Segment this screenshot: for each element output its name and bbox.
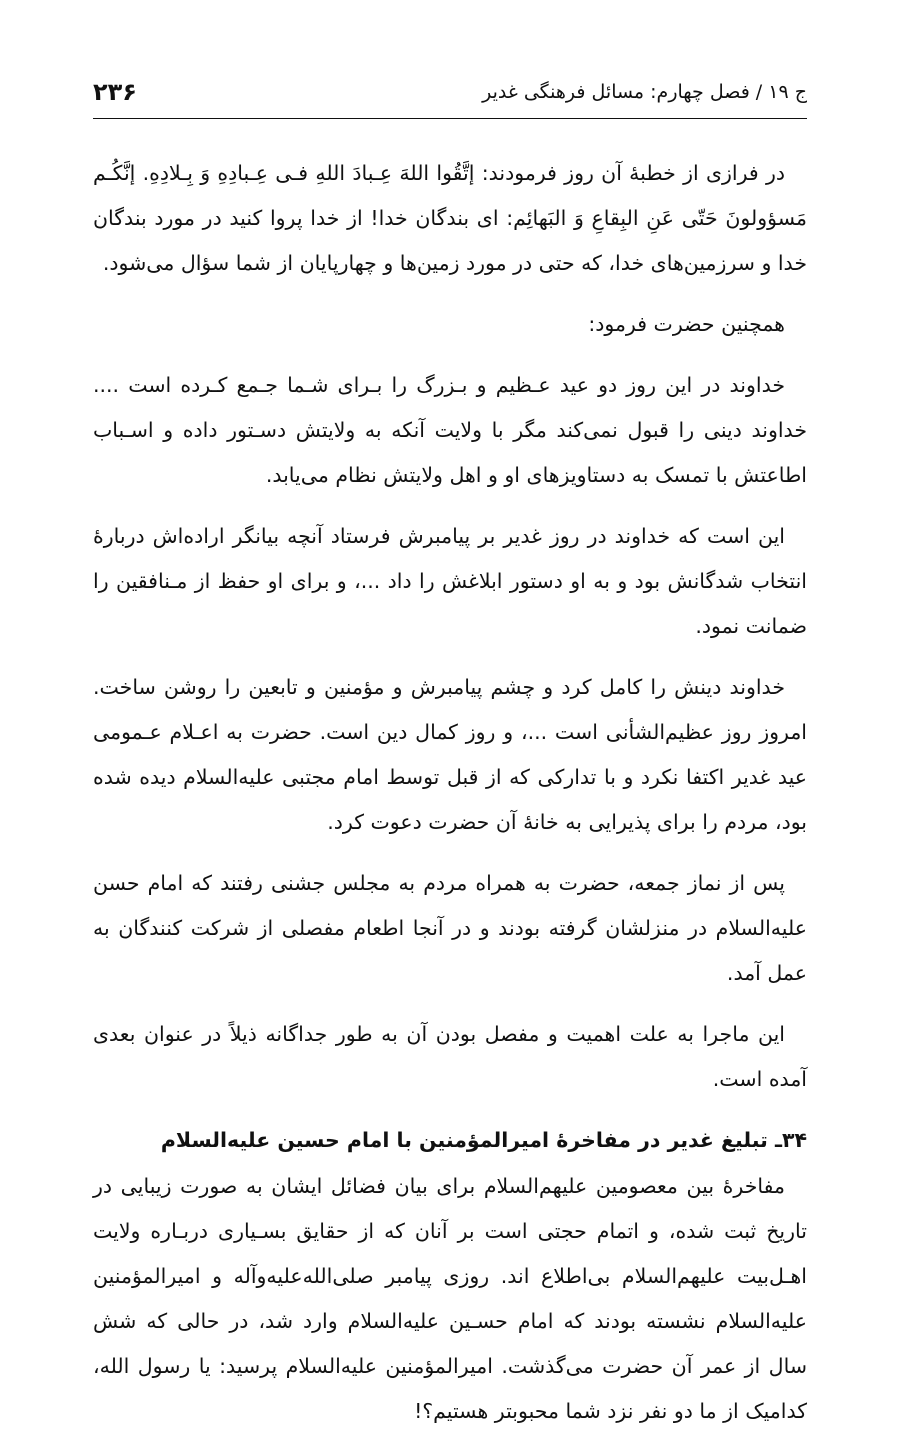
running-head: ج ۱۹ / فصل چهارم: مسائل فرهنگی غدیر	[482, 81, 807, 103]
paragraph-mufakhara: مفاخرهٔ بین معصومین علیهم‌السلام برای بیان فضائل ایشان به صورت زیبایی در تاریخ ثبت شده، و اتمام حجتی است بر آنان که از حقایق بسـیاری دربـاره ولایت اهـل‌بیت علیهم‌السلام بی‌اطلاع اند. روزی پیامبر صلی‌الله‌علیه‌وآله و امیرالمؤمنین علیه‌السلام نشسته بودند که امام حسـین علیه‌السلام وارد شد، در حالی که شش سال از عمر آن حضرت می‌گذشت. امیرالمؤمنین علیه‌السلام پرسید: یا رسول الله، کدامیک از ما دو نفر نزد شما محبوبتر هستیم؟!	[93, 1174, 807, 1423]
paragraph-after-friday-prayer: پس از نماز جمعه، حضرت به همراه مردم به مجلس جشنی رفتند که امام حسن علیه‌السلام در منزلشان گرفته بودند و در آنجا اطعام مفصلی از شرکت کنندگان به عمل آمد.	[93, 871, 807, 985]
paragraph-religion-perfected: خداوند دینش را کامل کرد و چشم پیامبرش و مؤمنین و تابعین را روشن ساخت. امروز روز عظیم‌الشأنی است ...، و روز کمال دین است. حضرت به اعـلام عـمومی عید غدیر اکتفا نکرد و با تدارکی که از قبل توسط امام مجتبی علیه‌السلام دیده شده بود، مردم را برای پذیرایی به خانهٔ آن حضرت دعوت کرد.	[93, 675, 807, 834]
page-number: ۲۳۶	[93, 78, 137, 106]
paragraph-next-title-note: این ماجرا به علت اهمیت و مفصل بودن آن به طور جداگانه ذیلاً در عنوان بعدی آمده است.	[93, 1022, 807, 1091]
body-text	[93, 151, 807, 1434]
page-header	[93, 62, 807, 119]
paragraph-revelation: این است که خداوند در روز غدیر بر پیامبرش فرستاد آنچه بیانگر اراده‌اش دربارهٔ انتخاب شدگانش بود و به او دستور ابلاغش را داد ...، و برای او حفظ از مـنافقین را ضمانت نمود.	[93, 524, 807, 638]
book-page	[93, 62, 807, 1450]
paragraph-also-said: همچنین حضرت فرمود:	[588, 312, 785, 336]
paragraph-two-eids: خداوند در این روز دو عید عـظیم و بـزرگ را بـرای شـما جـمع کـرده است .... خداوند دینی را قبول نمی‌کند مگر با ولایت آنکه به ولایتش دسـتور داده و اسـباب اطاعتش با تمسک به دستاویزهای او و اهل ولایتش نظام می‌یابد.	[93, 373, 807, 487]
section-heading: ۳۴ـ تبلیغ غدیر در مفاخرهٔ امیرالمؤمنین با امام حسین علیه‌السلام	[160, 1128, 807, 1152]
paragraph-sermon-quote: در فرازی از خطبهٔ آن روز فرمودند: إتَّقُوا اللهَ عِـبادَ اللهِ فـی عِـبادِهِ وَ بِـلادِهِ. إنَّکُـم مَسؤولونَ حَتّی عَنِ البِقاعِ وَ البَهائِم: ای بندگان خدا! از خدا پروا کنید در مورد بندگان خدا و سرزمین‌های خدا، که حتی در مورد زمین‌ها و چهارپایان از شما سؤال می‌شود.	[93, 161, 807, 275]
